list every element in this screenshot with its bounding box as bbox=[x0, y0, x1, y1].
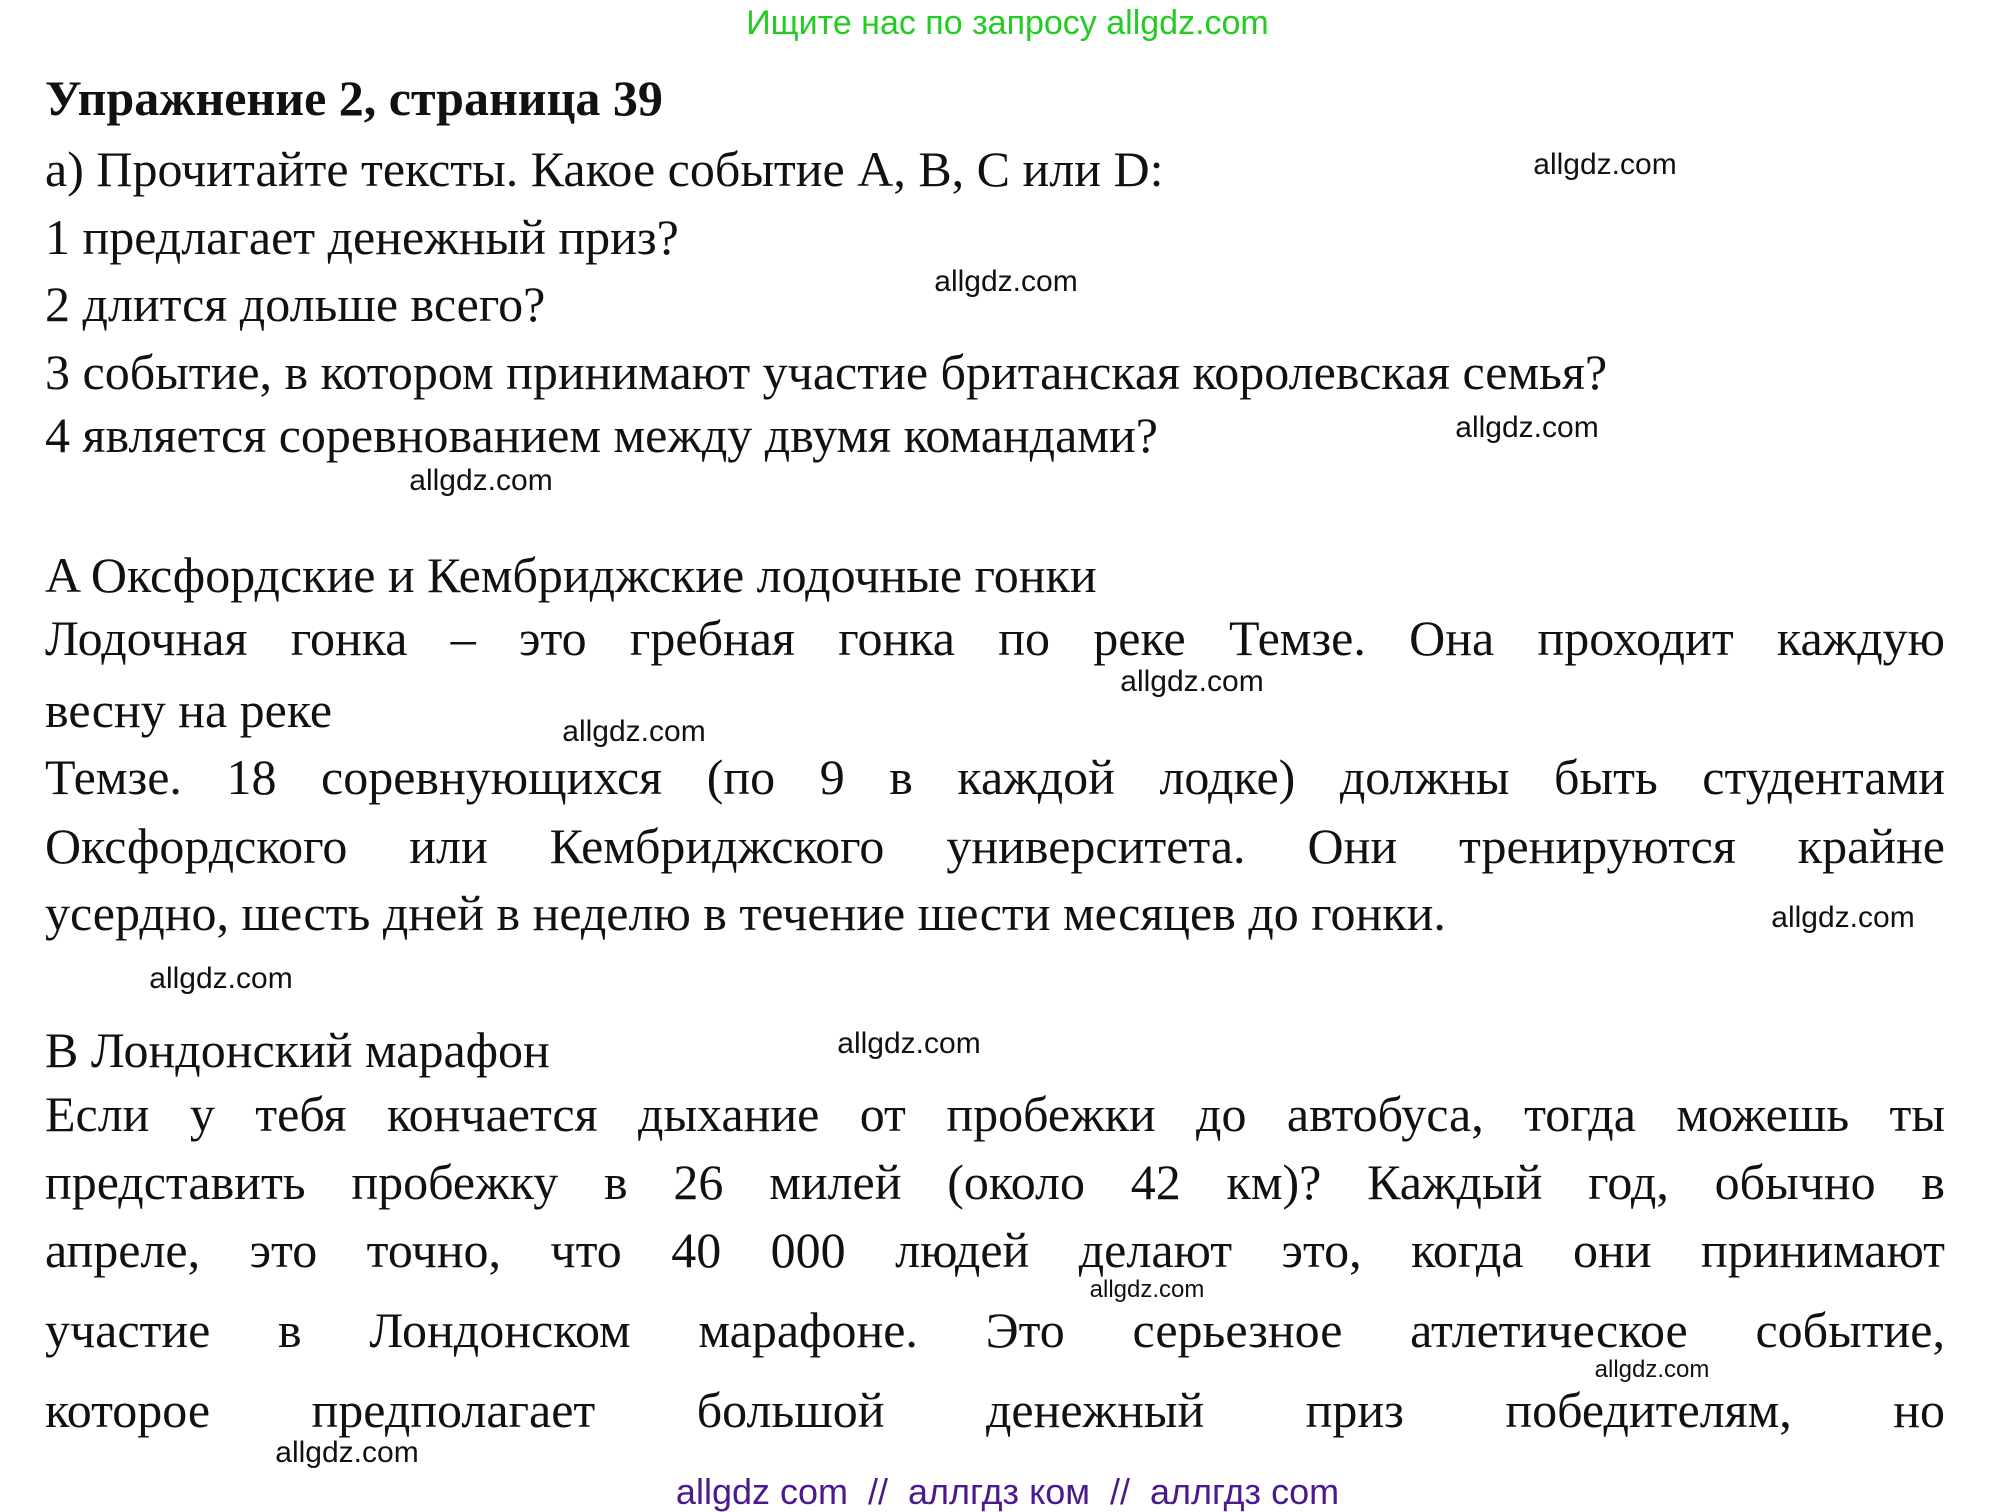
question-2: 2 длится дольше всего? bbox=[45, 276, 546, 332]
section-b-line: которое предполагает большой денежный приз победителям, но bbox=[45, 1382, 1945, 1438]
section-a-line: Оксфордского или Кембриджского университета. Они тренируются крайне bbox=[45, 818, 1945, 874]
watermark: allgdz.com bbox=[149, 962, 293, 995]
question-4: 4 является соревнованием между двумя командами? bbox=[45, 407, 1158, 463]
watermark: allgdz.com bbox=[562, 715, 706, 748]
question-3: 3 событие, в котором принимают участие британская королевская семья? bbox=[45, 344, 1608, 400]
watermark: allgdz.com bbox=[1771, 901, 1915, 934]
watermark: allgdz.com bbox=[1533, 148, 1677, 181]
watermark: allgdz.com bbox=[409, 464, 553, 497]
section-b-line: апреле, это точно, что 40 000 людей делают это, когда они принимают bbox=[45, 1222, 1945, 1278]
watermark: allgdz.com bbox=[1120, 665, 1264, 698]
watermark: allgdz.com bbox=[1455, 411, 1599, 444]
section-a-line: весну на реке bbox=[45, 682, 333, 738]
watermark: allgdz.com bbox=[275, 1436, 419, 1469]
watermark: allgdz.com bbox=[1594, 1356, 1710, 1383]
question-1: 1 предлагает денежный приз? bbox=[45, 209, 679, 265]
section-a-heading: A Оксфордские и Кембриджские лодочные гонки bbox=[45, 547, 1097, 603]
page-title: Упражнение 2, страница 39 bbox=[45, 70, 663, 126]
task-intro: а) Прочитайте тексты. Какое событие A, B, C или D: bbox=[45, 141, 1164, 197]
section-a-line: Темзе. 18 соревнующихся (по 9 в каждой лодке) должны быть студентами bbox=[45, 749, 1945, 805]
footer-links: allgdz com // аллгдз ком // аллгдз com bbox=[675, 1471, 1340, 1512]
section-a-line: Лодочная гонка – это гребная гонка по реке Темзе. Она проходит каждую bbox=[45, 610, 1945, 666]
section-b-line: представить пробежку в 26 милей (около 42 км)? Каждый год, обычно в bbox=[45, 1154, 1945, 1210]
watermark: allgdz.com bbox=[1089, 1276, 1205, 1303]
search-banner: Ищите нас по запросу allgdz.com bbox=[746, 4, 1269, 42]
section-a-line: усердно, шесть дней в неделю в течение шести месяцев до гонки. bbox=[45, 885, 1446, 941]
watermark: allgdz.com bbox=[837, 1027, 981, 1060]
section-b-heading: B Лондонский марафон bbox=[45, 1022, 550, 1078]
section-b-line: участие в Лондонском марафоне. Это серьезное атлетическое событие, bbox=[45, 1302, 1945, 1358]
section-b-line: Если у тебя кончается дыхание от пробежки до автобуса, тогда можешь ты bbox=[45, 1086, 1945, 1142]
watermark: allgdz.com bbox=[934, 265, 1078, 298]
